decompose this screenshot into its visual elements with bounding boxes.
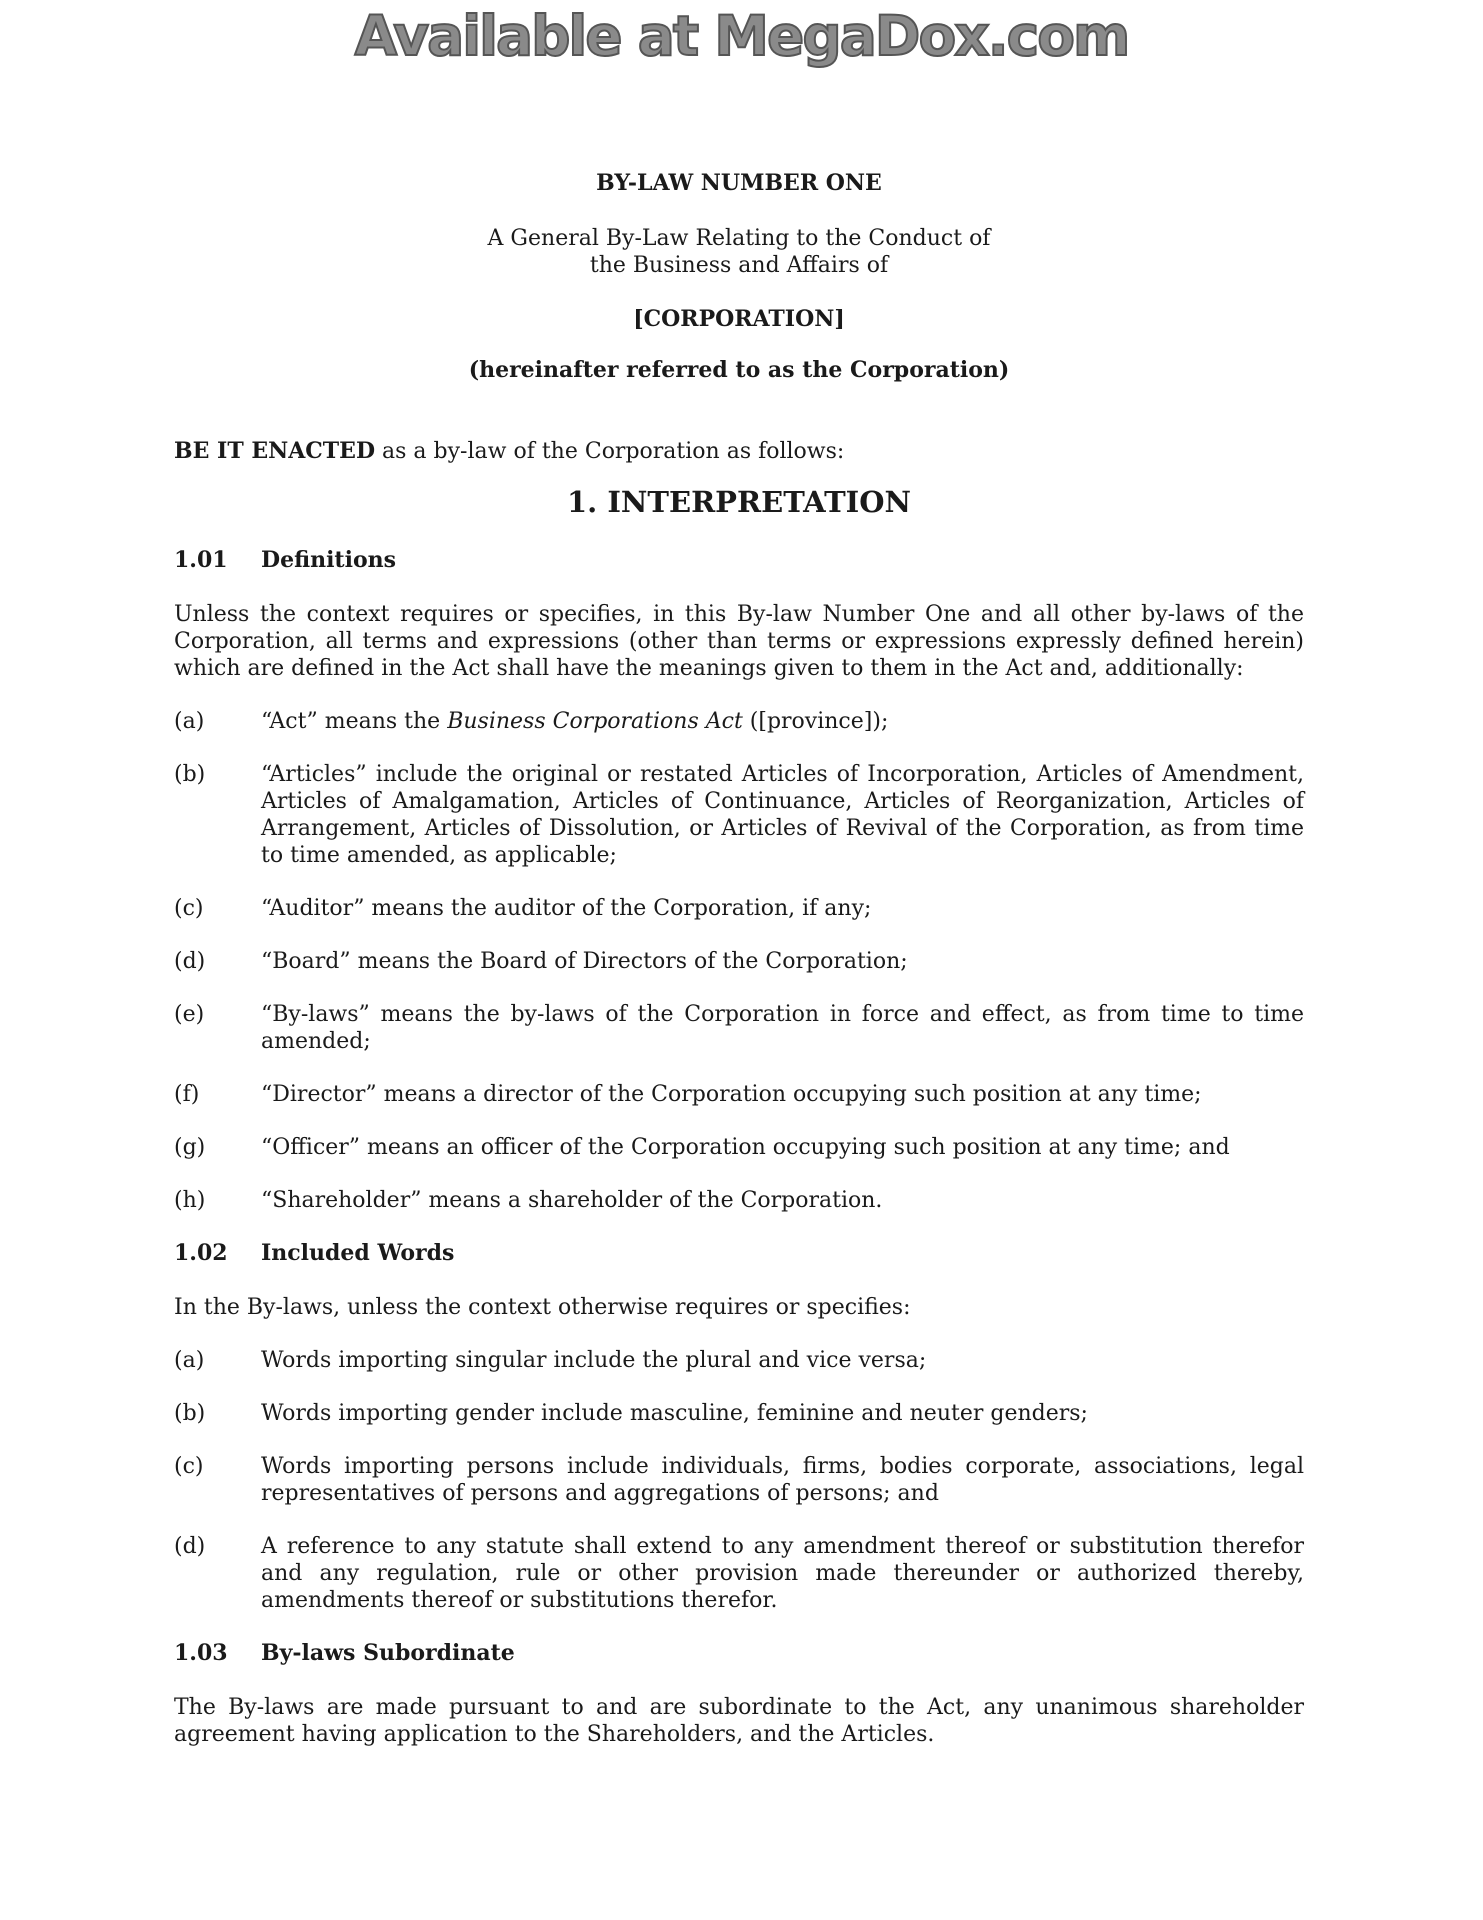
- definitions-intro: Unless the context requires or specifies, in this By-law Number One and all other by-laws of the Corporation, all terms and expressions (other than terms or expressions expressly defined herein) which are defined in the Act shall have the meanings given to them in the Act and, additionally:: [174, 602, 1304, 681]
- item-text-pre: “Act” means the: [261, 709, 448, 734]
- item-text: “By-laws” means the by-laws of the Corporation in force and effect, as from time to time amended;: [261, 1002, 1304, 1054]
- subsection-1-01-heading: [174, 547, 1304, 574]
- item-label: (d): [174, 1534, 206, 1559]
- corporation-name: [CORPORATION]: [633, 306, 845, 332]
- included-words-intro: In the By-laws, unless the context otherwise requires or specifies:: [174, 1295, 911, 1320]
- item-text: “Articles” include the original or restated Articles of Incorporation, Articles of Amendment, Articles of Amalgamation, Articles of Continuance, Articles of Reorganization, Articles of Arrangement, Articles of Dissolution, or Articles of Revival of the Corporation, as from time to time amended, as applicable;: [261, 762, 1304, 868]
- item-text: “Director” means a director of the Corporation occupying such position at any time;: [261, 1082, 1202, 1107]
- item-label: (b): [174, 762, 206, 787]
- enactment-clause: [174, 438, 1304, 465]
- definition-item: [174, 1187, 1304, 1214]
- item-label: (c): [174, 1454, 204, 1479]
- item-text: Words importing persons include individuals, firms, bodies corporate, associations, legal representatives of persons and aggregations of persons; and: [261, 1454, 1304, 1506]
- item-label: (b): [174, 1401, 206, 1426]
- included-words-item: [174, 1533, 1304, 1614]
- hereinafter-note: (hereinafter referred to as the Corporation): [468, 357, 1010, 383]
- document-title: BY-LAW NUMBER ONE: [596, 170, 882, 196]
- definition-item: [174, 1001, 1304, 1055]
- enactment-text: as a by-law of the Corporation as follows:: [375, 439, 845, 464]
- item-text: “Auditor” means the auditor of the Corporation, if any;: [261, 896, 872, 921]
- subsection-number: 1.03: [174, 1640, 228, 1666]
- definition-item: [174, 761, 1304, 869]
- item-text: Words importing singular include the plural and vice versa;: [261, 1348, 927, 1373]
- subsection-number: 1.02: [174, 1240, 228, 1266]
- item-label: (f): [174, 1082, 200, 1107]
- watermark-text: Available at MegaDox.com: [354, 4, 1129, 68]
- item-text-italic: Business Corporations Act: [447, 709, 743, 734]
- subtitle-line-2: the Business and Affairs of: [589, 253, 889, 278]
- subsection-title: By-laws Subordinate: [261, 1640, 515, 1666]
- included-words-item: [174, 1400, 1304, 1427]
- subsection-1-03-heading: [174, 1640, 1304, 1667]
- item-label: (g): [174, 1135, 206, 1160]
- item-label: (d): [174, 949, 206, 974]
- item-label: (a): [174, 709, 205, 734]
- item-label: (c): [174, 896, 204, 921]
- definition-item: [174, 1081, 1304, 1108]
- definition-item: [174, 1134, 1304, 1161]
- item-text: “Board” means the Board of Directors of the Corporation;: [261, 949, 908, 974]
- bylaws-subordinate-text: The By-laws are made pursuant to and are subordinate to the Act, any unanimous shareholder agreement having application to the Shareholders, and the Articles.: [174, 1695, 1304, 1747]
- section-1-heading: 1. INTERPRETATION: [566, 485, 912, 519]
- definition-item: [174, 948, 1304, 975]
- document-subtitle: [174, 225, 1304, 279]
- item-label: (e): [174, 1002, 205, 1027]
- definition-item: [174, 708, 1304, 735]
- subsection-1-02-heading: [174, 1240, 1304, 1267]
- item-text: [261, 708, 1304, 735]
- item-text: Words importing gender include masculine, feminine and neuter genders;: [261, 1401, 1088, 1426]
- item-label: (a): [174, 1348, 205, 1373]
- included-words-item: [174, 1453, 1304, 1507]
- subsection-number: 1.01: [174, 547, 228, 573]
- document-page: [174, 170, 1304, 1774]
- included-words-item: [174, 1347, 1304, 1374]
- subtitle-line-1: A General By-Law Relating to the Conduct of: [487, 226, 991, 251]
- enactment-bold: BE IT ENACTED: [174, 438, 376, 464]
- item-text: “Shareholder” means a shareholder of the Corporation.: [261, 1188, 883, 1213]
- item-text-post: ([province]);: [742, 709, 889, 734]
- definition-item: [174, 895, 1304, 922]
- subsection-title: Included Words: [261, 1240, 455, 1266]
- item-text: A reference to any statute shall extend to any amendment thereof or substitution therefor and any regulation, rule or other provision made thereunder or authorized thereby, amendments thereof or substitutions therefor.: [261, 1534, 1304, 1613]
- subsection-title: Definitions: [261, 547, 396, 573]
- item-label: (h): [174, 1188, 206, 1213]
- item-text: “Officer” means an officer of the Corporation occupying such position at any time; and: [261, 1135, 1230, 1160]
